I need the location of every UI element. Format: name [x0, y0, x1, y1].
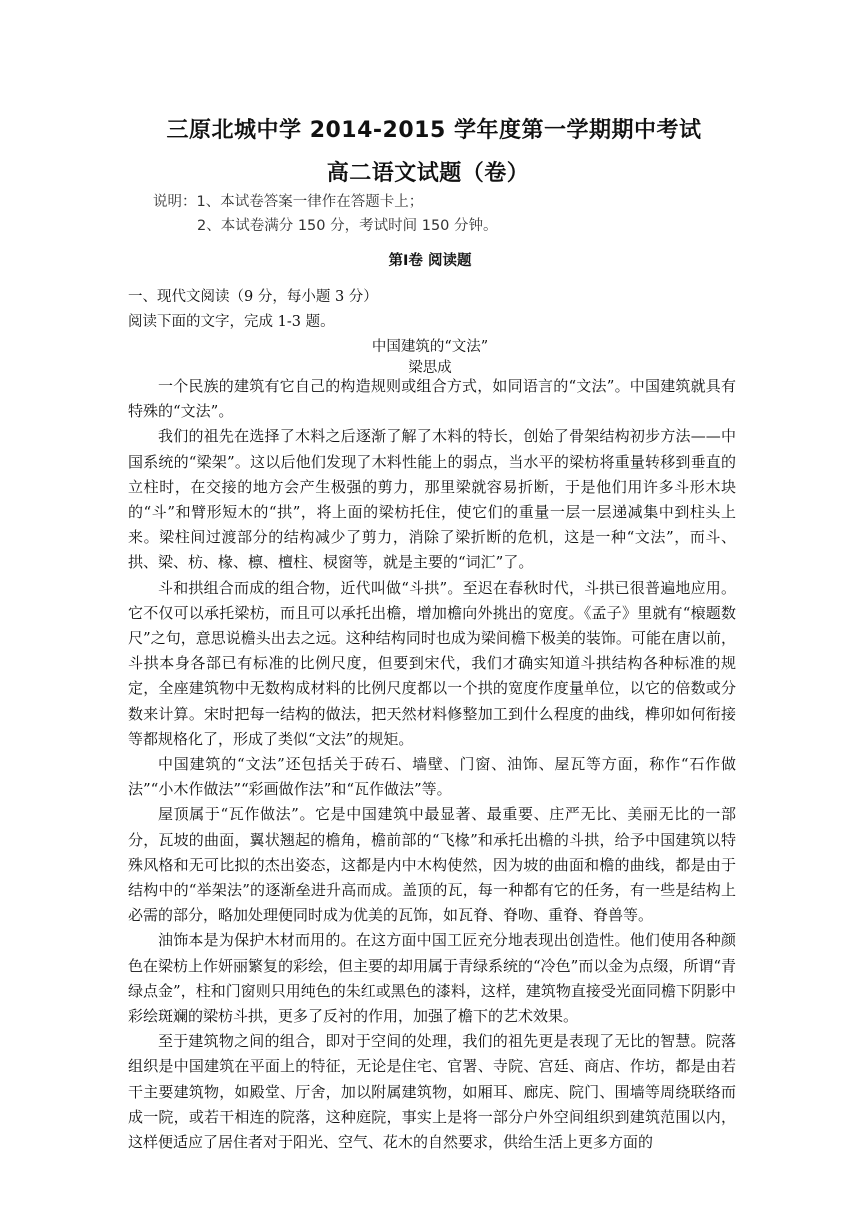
- exam-title: 三原北城中学 2014-2015 学年度第一学期期中考试: [166, 118, 702, 143]
- exam-subtitle: 高二语文试题（卷）: [326, 161, 530, 186]
- article-author: 梁思成: [408, 360, 452, 376]
- article-paragraph: 斗和拱组合而成的组合物，近代叫做“斗拱”。至迟在春秋时代，斗拱已很普遍地应用。它不仅可以承托梁枋，而且可以承托出檐，增加檐向外挑出的宽度。《孟子》里就有“榱题数尺”之句，意思说檐头出去之远。这种结构同时也成为梁间檐下极美的装饰。可能在唐以前，斗拱本身各部已有标准的比例尺度，但要到宋代，我们才确实知道斗拱结构各种标准的规定，全座建筑物中无数构成材料的比例尺度都以一个拱的宽度作度量单位，以它的倍数或分数来计算。宋时把每一结构的做法，把天然材料修整加工到什么程度的曲线，榫卯如何衔接等都规格化了，形成了类似“文法”的规矩。: [128, 578, 736, 748]
- instruction-line-2: 2、本试卷满分 150 分，考试时间 150 分钟。: [197, 218, 498, 234]
- article-paragraph: 中国建筑的“文法”还包括关于砖石、墙壁、门窗、油饰、屋瓦等方面，称作“石作做法”“小木作做法”“彩画做作法”和“瓦作做法”等。: [128, 755, 736, 799]
- section-title: 第Ⅰ卷 阅读题: [388, 253, 472, 269]
- article-paragraph: 油饰本是为保护木材而用的。在这方面中国工匠充分地表现出创造性。他们使用各种颜色在梁枋上作妍丽繁复的彩绘，但主要的却用属于青绿系统的“冷色”而以金为点缀，所谓“青绿点金”，柱和门窗则只用纯色的朱红或黑色的漆料，这样，建筑物直接受光面同檐下阴影中彩绘斑斓的梁枋斗拱，更多了反衬的作用，加强了檐下的艺术效果。: [128, 931, 737, 1026]
- instruction-line-1: 说明：1、本试卷答案一律作在答题卡上；: [153, 194, 424, 210]
- question-heading: 一、现代文阅读（9 分，每小题 3 分）: [128, 289, 378, 305]
- article-paragraph: 屋顶属于“瓦作做法”。它是中国建筑中最显著、最重要、庄严无比、美丽无比的一部分，瓦坡的曲面，翼状翘起的檐角，檐前部的“飞椽”和承托出檐的斗拱，给予中国建筑以特殊风格和无可比拟的杰出姿态，这都是内中木构使然，因为坡的曲面和檐的曲线，都是由于结构中的“举架法”的逐渐垒进升高而成。盖顶的瓦，每一种都有它的任务，有一些是结构上必需的部分，略加处理便同时成为优美的瓦饰，如瓦脊、脊吻、重脊、脊兽等。: [128, 805, 736, 925]
- article-body: [128, 374, 736, 1155]
- article-title: 中国建筑的“文法”: [371, 339, 489, 355]
- article-paragraph: 我们的祖先在选择了木料之后逐渐了解了木料的特长，创始了骨架结构初步方法——中国系统的“梁架”。这以后他们发现了木料性能上的弱点，当水平的梁枋将重量转移到垂直的立柱时，在交接的地方会产生极强的剪力，那里梁就容易折断，于是他们用许多斗形木块的“斗”和臂形短木的“拱”，将上面的梁枋托住，使它们的重量一层一层递减集中到柱头上来。梁柱间过渡部分的结构减少了剪力，消除了梁折断的危机，这是一种“文法”，而斗、拱、梁、枋、椽、檩、檀柱、棂窗等，就是主要的“词汇”了。: [128, 427, 736, 572]
- question-prompt: 阅读下面的文字，完成 1-3 题。: [128, 314, 335, 330]
- article-paragraph: 一个民族的建筑有它自己的构造规则或组合方式，如同语言的“文法”。中国建筑就具有特殊的“文法”。: [128, 377, 736, 421]
- article-paragraph: 至于建筑物之间的组合，即对于空间的处理，我们的祖先更是表现了无比的智慧。院落组织是中国建筑在平面上的特征，无论是住宅、官署、寺院、宫廷、商店、作坊，都是由若干主要建筑物，如殿堂、厅舍，加以附属建筑物，如厢耳、廊庑、院门、围墙等周绕联络而成一院，或若干相连的院落，这种庭院，事实上是将一部分户外空间组织到建筑范围以内，这样便适应了居住者对于阳光、空气、花木的自然要求，供给生活上更多方面的: [128, 1032, 736, 1152]
